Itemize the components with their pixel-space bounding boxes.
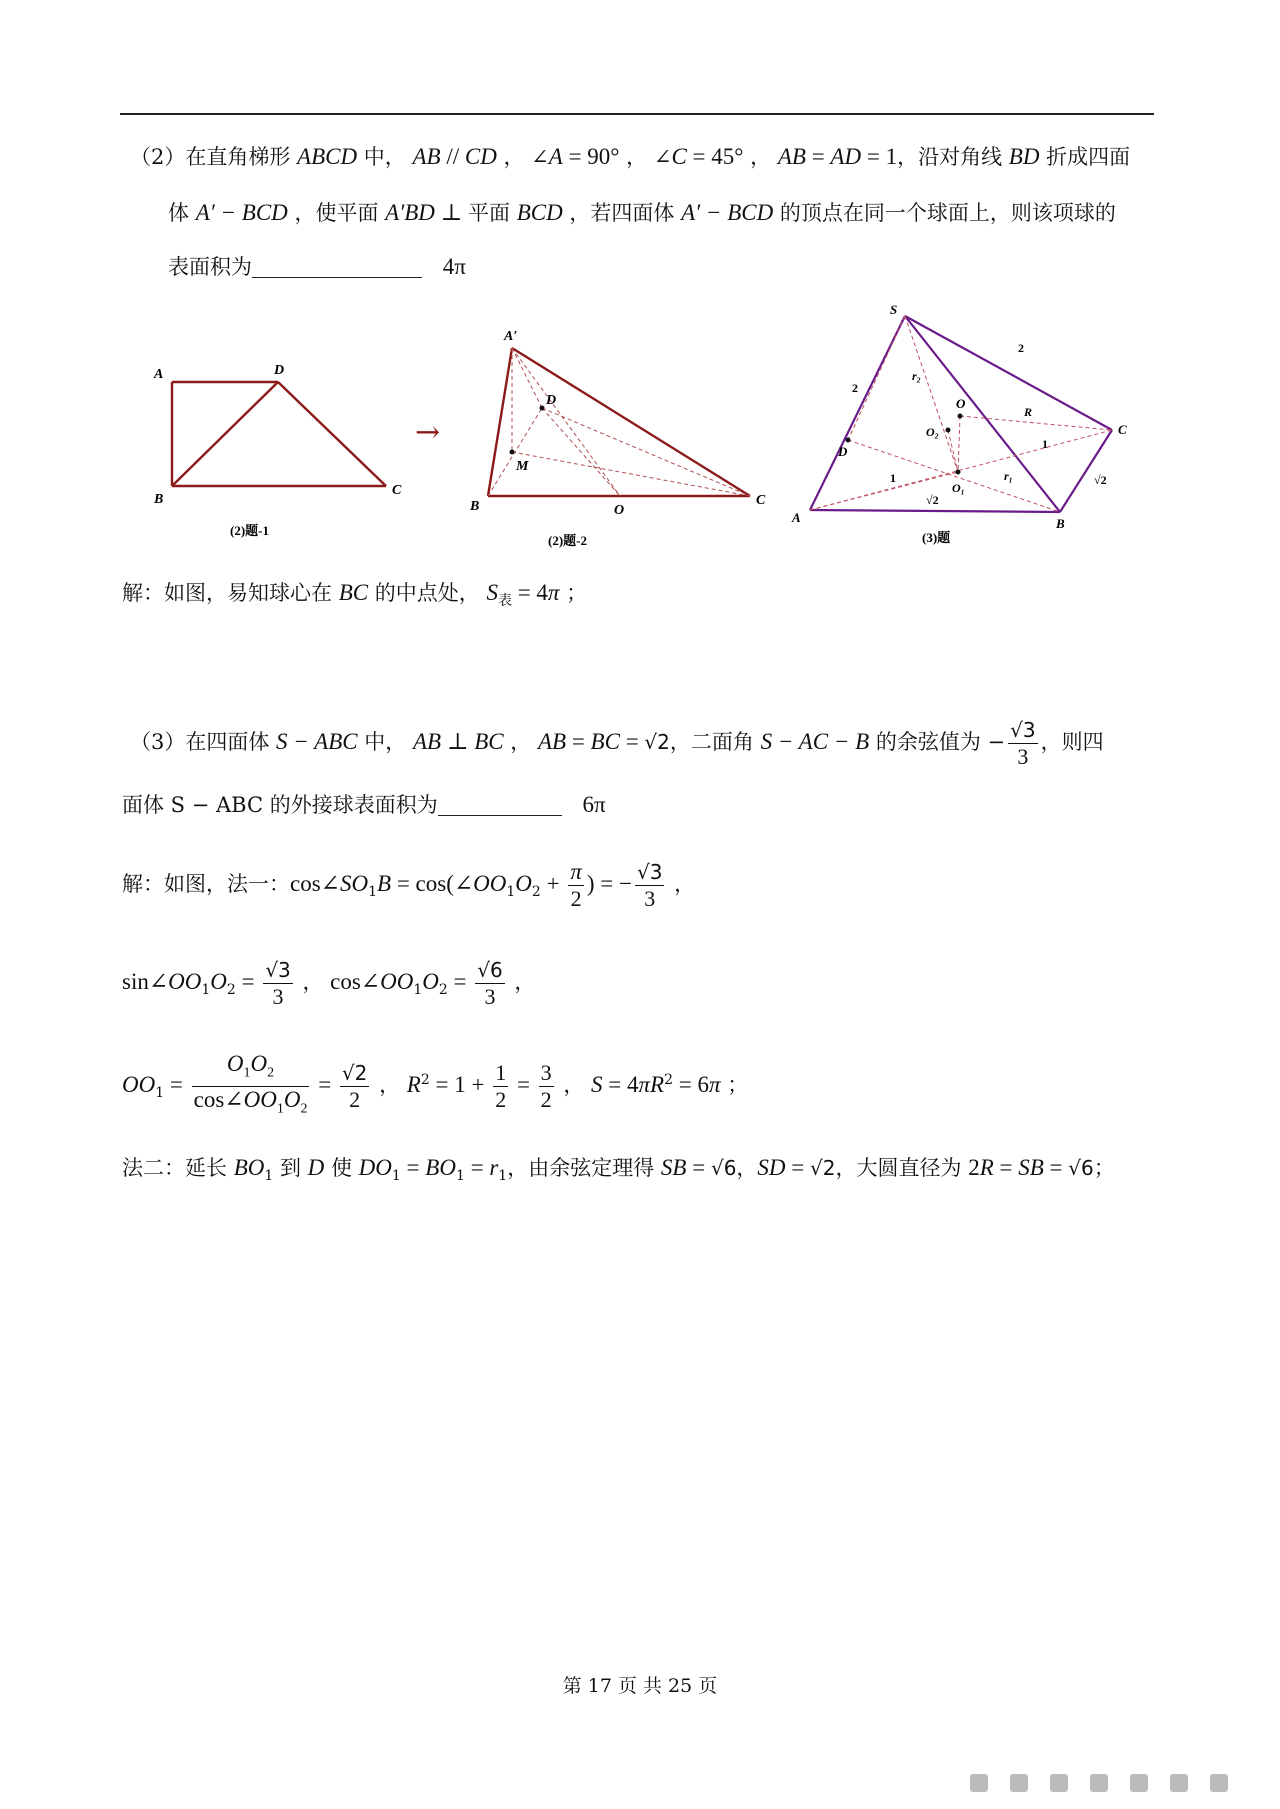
figure-tetrahedron-S-ABC bbox=[790, 300, 1150, 550]
label-C: C bbox=[1118, 422, 1127, 437]
answer-value: 4π bbox=[442, 254, 466, 279]
label-O2: O₂ bbox=[926, 425, 939, 439]
label-one-b: 1 bbox=[1042, 437, 1048, 451]
answer-blank bbox=[252, 255, 422, 278]
label-B: B bbox=[1056, 516, 1065, 531]
point-D bbox=[540, 406, 545, 411]
label-edge-SC: 2 bbox=[1018, 341, 1024, 355]
problem2-line3 bbox=[168, 252, 466, 282]
fraction-neg-sqrt3-over-3: $\frac{√3}{3}$ bbox=[1010, 718, 1036, 769]
point-O bbox=[958, 414, 963, 419]
label-r2: r₂ bbox=[912, 369, 921, 383]
label-O1: O₁ bbox=[952, 481, 965, 495]
scroll-indicator-icon bbox=[950, 1772, 1250, 1794]
answer-blank bbox=[438, 793, 562, 816]
figure-trapezoid bbox=[150, 360, 420, 545]
label-D: D bbox=[274, 363, 285, 378]
label-A: A bbox=[154, 367, 164, 382]
label-M: M bbox=[516, 459, 529, 474]
answer-value: 6π bbox=[582, 792, 606, 817]
arrow-icon: → bbox=[415, 415, 441, 450]
label-one-a: 1 bbox=[890, 471, 896, 485]
caption-fig3: (3)题 bbox=[922, 530, 951, 545]
solution-eq3: $OO_1$ = $\frac{O_1O_2}{\cos\angle OO_1O_2}$ = $\frac{√2}{2}$ ， $R^2 = 1$ + $\frac{1}{2}$ = $\frac{3}{2}$ ， $S = 4\pi R^2 = 6\pi$ ； bbox=[122, 1050, 749, 1117]
label-B: B bbox=[154, 492, 164, 507]
label-D: D bbox=[838, 444, 848, 459]
label-R: R bbox=[1024, 405, 1033, 419]
label-O: O bbox=[956, 396, 966, 411]
label-r1: r₁ bbox=[1004, 469, 1013, 483]
label-B: B bbox=[470, 499, 480, 514]
label-edge-BC: √2 bbox=[1094, 473, 1107, 487]
problem2-solution: 解：如图，易知球心在 BC 的中点处， $S_表 = 4\pi$ ； bbox=[122, 580, 588, 610]
point-O2 bbox=[946, 428, 951, 433]
label-edge-SA: 2 bbox=[852, 381, 858, 395]
problem3-line1: （3）在四面体 S − ABC 中， AB ⊥ BC ， AB = BC = √2，二面角 S − AC − B 的余弦值为 − $\frac{√3}{3}$ ，则四 bbox=[130, 718, 1104, 769]
label-C: C bbox=[756, 493, 766, 508]
label-A: A bbox=[792, 510, 801, 525]
label-O: O bbox=[614, 503, 625, 518]
problem3-line2: 面体 S − ABC 的外接球表面积为 6π bbox=[122, 792, 606, 817]
problem2-line2: 体 A′ − BCD ，使平面 A′BD ⊥ 平面 BCD ，若四面体 A′ − BCD 的顶点在同一个球面上，则该项球的 bbox=[168, 200, 1116, 225]
surface-area-label: 表面积为 bbox=[168, 255, 252, 279]
page-number: 第 17 页 共 25 页 bbox=[562, 1675, 718, 1697]
solution-eq1: 解：如图，法一：$\cos\angle SO_1B$ = $\cos(\angle OO_1O_2$ + $\frac{\pi}{2}$ ) = − $\frac{√3}{3}$ ， bbox=[122, 859, 696, 911]
label-A-prime: A′ bbox=[504, 329, 518, 344]
figure-folded-tetrahedron bbox=[460, 320, 780, 550]
point-D bbox=[846, 438, 851, 443]
header-rule bbox=[120, 113, 1154, 115]
sqrt2-value: √2 bbox=[644, 730, 670, 754]
label-S: S bbox=[890, 302, 898, 317]
label-edge-AB: √2 bbox=[926, 493, 939, 507]
point-M bbox=[510, 450, 515, 455]
label-C: C bbox=[392, 483, 402, 498]
caption-fig1: (2)题-1 bbox=[230, 523, 269, 538]
point-O1 bbox=[956, 470, 961, 475]
label-D: D bbox=[546, 393, 557, 408]
solution-eq2: $\sin\angle OO_1O_2$ = $\frac{√3}{3}$ ， $\cos\angle OO_1O_2$ = $\frac{√6}{3}$ ， bbox=[122, 958, 536, 1009]
problem2-line1: （2）在直角梯形 ABCD 中， AB // CD ， ∠A = 90° ， ∠C = 45° ， AB = AD = 1，沿对角线 BD 折成四面 bbox=[130, 144, 1131, 169]
caption-fig2: (2)题-2 bbox=[548, 533, 587, 548]
solution-method2: 法二：延长 $BO_1$ 到 D 使 $DO_1 = BO_1 = r_1$，由余弦定理得 SB = √6，SD = √2，大圆直径为 2R = SB = √6； bbox=[122, 1155, 1115, 1185]
